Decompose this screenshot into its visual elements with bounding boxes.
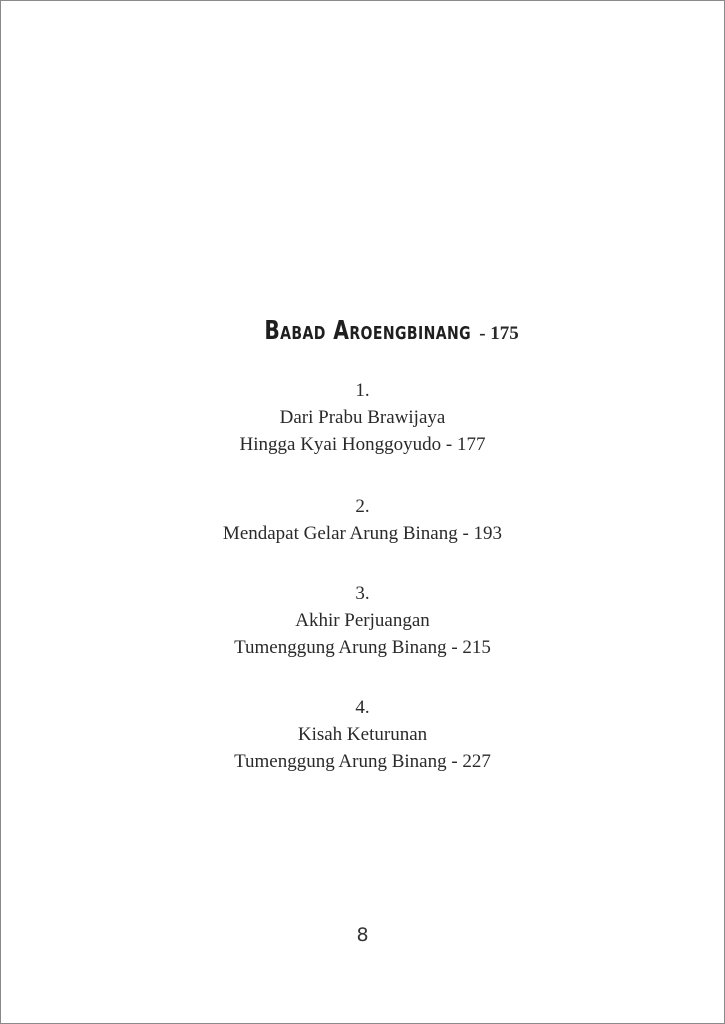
toc-entry-3 xyxy=(0,580,725,661)
page-number: 8 xyxy=(356,924,369,946)
entry-line: Mendapat Gelar Arung Binang - 193 xyxy=(222,523,503,544)
entry-line: Dari Prabu Brawijaya xyxy=(279,407,446,428)
entry-line: Tumenggung Arung Binang - 215 xyxy=(234,637,491,658)
section-title: Babad Aroengbinang xyxy=(264,316,472,346)
section-heading xyxy=(0,308,725,348)
entry-line: Tumenggung Arung Binang - 227 xyxy=(234,751,491,772)
toc-entry-1 xyxy=(0,377,725,458)
section-page-number: - 175 xyxy=(479,323,519,344)
entry-number: 3. xyxy=(355,583,370,604)
entry-number: 4. xyxy=(355,697,370,718)
entry-number: 1. xyxy=(355,380,370,401)
table-of-contents xyxy=(0,308,725,772)
entry-line: Akhir Perjuangan xyxy=(295,610,430,631)
entry-line: Hingga Kyai Honggoyudo - 177 xyxy=(239,434,486,455)
entry-line: Kisah Keturunan xyxy=(297,724,428,745)
toc-entry-2 xyxy=(0,493,725,547)
entry-number: 2. xyxy=(355,496,370,517)
toc-entry-4 xyxy=(0,694,725,775)
